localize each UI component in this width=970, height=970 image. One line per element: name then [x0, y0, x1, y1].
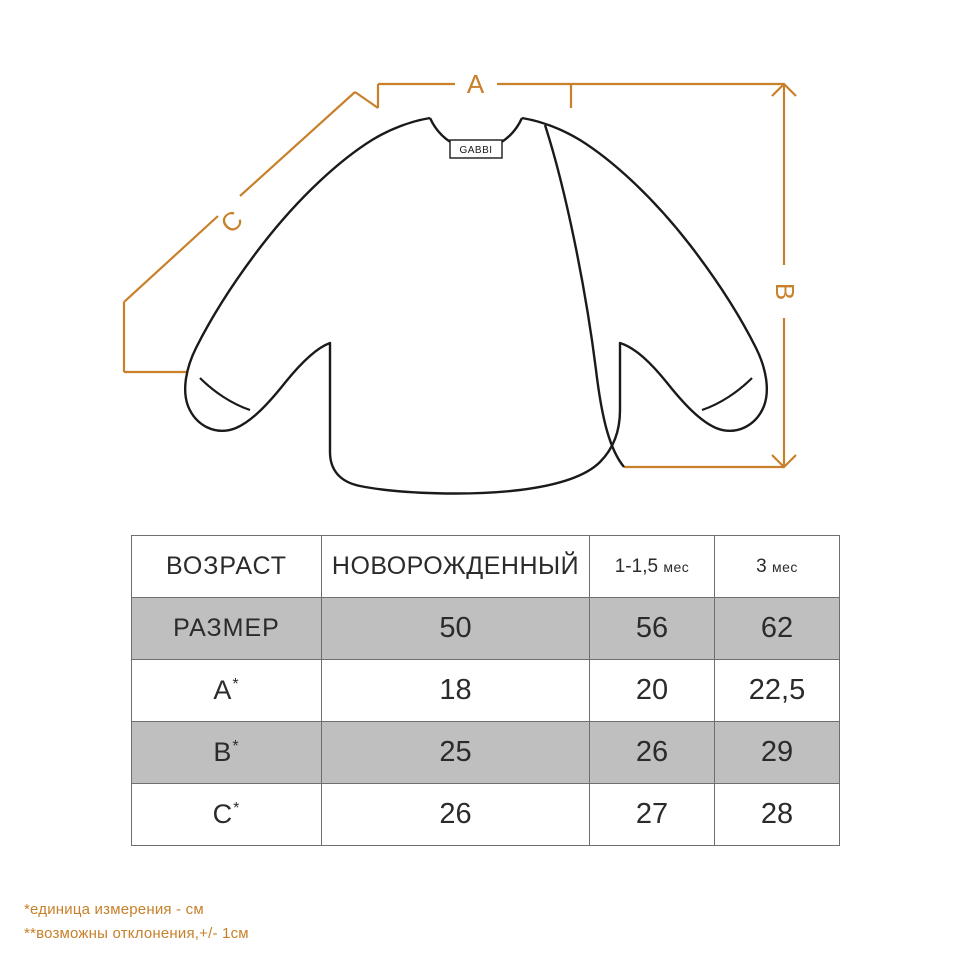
footnotes — [24, 898, 624, 946]
cell-size-2: 56 — [590, 598, 715, 660]
cell-a-1: 18 — [322, 660, 590, 722]
cell-c-1: 26 — [322, 784, 590, 846]
cell-age-3 — [715, 536, 840, 598]
size-table — [131, 535, 840, 846]
footnote-unit: *единица измерения - см — [24, 901, 204, 918]
guide-c-tick-top — [355, 92, 378, 108]
row-label-a-letter: A — [213, 675, 233, 705]
cell-a-3: 22,5 — [715, 660, 840, 722]
cell-age-3-num: 3 — [756, 555, 767, 577]
cell-b-1: 25 — [322, 722, 590, 784]
cell-b-2: 26 — [590, 722, 715, 784]
cell-b-3: 29 — [715, 722, 840, 784]
row-label-b — [132, 722, 322, 784]
row-label-c-letter: C — [212, 799, 234, 829]
table-row-c — [132, 784, 840, 846]
brand-tag — [450, 140, 502, 158]
cell-a-2: 20 — [590, 660, 715, 722]
row-label-size: РАЗМЕР — [132, 598, 322, 660]
footnote-tolerance: **возможны отклонения,+/- 1см — [24, 925, 249, 942]
row-label-c-asterisk: * — [233, 800, 241, 817]
cell-age-2 — [590, 536, 715, 598]
guide-c-line-lower — [124, 216, 218, 302]
row-label-c — [132, 784, 322, 846]
cell-c-3: 28 — [715, 784, 840, 846]
cell-c-2: 27 — [590, 784, 715, 846]
row-label-age: ВОЗРАСТ — [132, 536, 322, 598]
dimension-label-c: C — [214, 203, 250, 240]
cell-age-3-unit: мес — [771, 558, 798, 575]
dimension-label-a: A — [466, 69, 486, 99]
row-label-a-asterisk: * — [232, 676, 240, 693]
row-label-b-letter: B — [213, 737, 233, 767]
sweater-body-path — [185, 118, 767, 493]
cell-age-1: НОВОРОЖДЕННЫЙ — [322, 536, 590, 598]
table-row-b — [132, 722, 840, 784]
table-row-age — [132, 536, 840, 598]
sweater-outline — [185, 118, 767, 493]
cell-age-2-num: 1-1,5 — [614, 555, 659, 577]
cell-size-1: 50 — [322, 598, 590, 660]
brand-tag-label: GABBI — [459, 145, 493, 156]
dimension-label-b: B — [770, 282, 800, 302]
cell-size-3: 62 — [715, 598, 840, 660]
table-row-size — [132, 598, 840, 660]
row-label-a — [132, 660, 322, 722]
row-label-b-asterisk: * — [232, 738, 240, 755]
cell-age-2-unit: мес — [663, 558, 690, 575]
table-row-a — [132, 660, 840, 722]
